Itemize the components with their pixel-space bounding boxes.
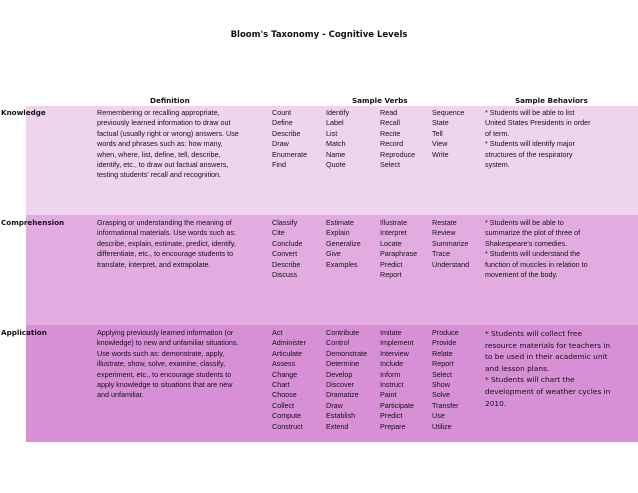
verbs-application-col4: Produce Provide Relate Report Select Show Solve Transfer Use Utilize <box>432 328 459 431</box>
verbs-knowledge-col1: Count Define Describe Draw Enumerate Find <box>272 108 308 170</box>
verbs-comprehension-col2: Estimate Explain Generalize Give Examples <box>326 218 361 269</box>
verbs-knowledge-col4: Sequence State Tell View Write <box>432 108 465 159</box>
verbs-knowledge-col3: Read Recall Recite Record Reproduce Select <box>380 108 416 170</box>
header-sample-behaviors: Sample Behaviors <box>515 96 588 105</box>
behaviors-knowledge: * Students will be able to list United States Presidents in order of term. * Students will identify major structures of the respiratory system. <box>485 108 591 170</box>
definition-knowledge: Remembering or recalling appropriate, previously learned information to draw out factual (usually right or wrong) answers. Use words and phrases such as: how many, when, where, list, define, tell, describe, identify, etc., to draw out factual answers, testing students' recall and recognition. <box>97 108 239 180</box>
verbs-comprehension-col1: Classify Cite Conclude Convert Describe Discuss <box>272 218 303 280</box>
definition-comprehension: Grasping or understanding the meaning of informational materials. Use words such as: describe, explain, estimate, predict, identify, differentiate, etc., to encourage students to translate, interpret, and extrapolate. <box>97 218 237 269</box>
verbs-application-col2: Contribute Control Demonstrate Determine Develop Discover Dramatize Draw Establish Extend <box>326 328 368 431</box>
level-comprehension: Comprehension <box>1 218 65 227</box>
behaviors-application: * Students will collect free resource materials for teachers in to be used in their academic unit and lesson plans. * Students will chart the development of weather cycles in 2010. <box>485 329 611 408</box>
verbs-comprehension-col3: Illustrate Interpret Locate Paraphrase Predict Report <box>380 218 418 280</box>
verbs-knowledge-col2: Identify Label List Match Name Quote <box>326 108 350 170</box>
page-title: Bloom's Taxonomy - Cognitive Levels <box>230 30 408 40</box>
header-definition: Definition <box>150 96 190 105</box>
level-application: Application <box>1 328 47 337</box>
verbs-application-col3: Imitate Implement Interview Include Inform Instruct Paint Participate Predict Prepare <box>380 328 414 431</box>
verbs-comprehension-col4: Restate Review Summarize Trace Understand <box>432 218 470 269</box>
behaviors-comprehension: * Students will be able to summarize the plot of three of Shakespeare's comedies. * Students will understand the function of muscles in relation to movement of the body. <box>485 218 588 280</box>
verbs-application-col1: Act Administer Articulate Assess Change Chart Choose Collect Compute Construct <box>272 328 306 431</box>
definition-application: Applying previously learned information (or knowledge) to new and unfamiliar situations. Use words such as: demonstrate, apply, illustrate, show, solve, examine, classify, experiment, etc., to encourage students to apply knowledge to situations that are new and unfamiliar. <box>97 328 239 400</box>
header-sample-verbs: Sample Verbs <box>352 96 408 105</box>
level-knowledge: Knowledge <box>1 108 46 117</box>
